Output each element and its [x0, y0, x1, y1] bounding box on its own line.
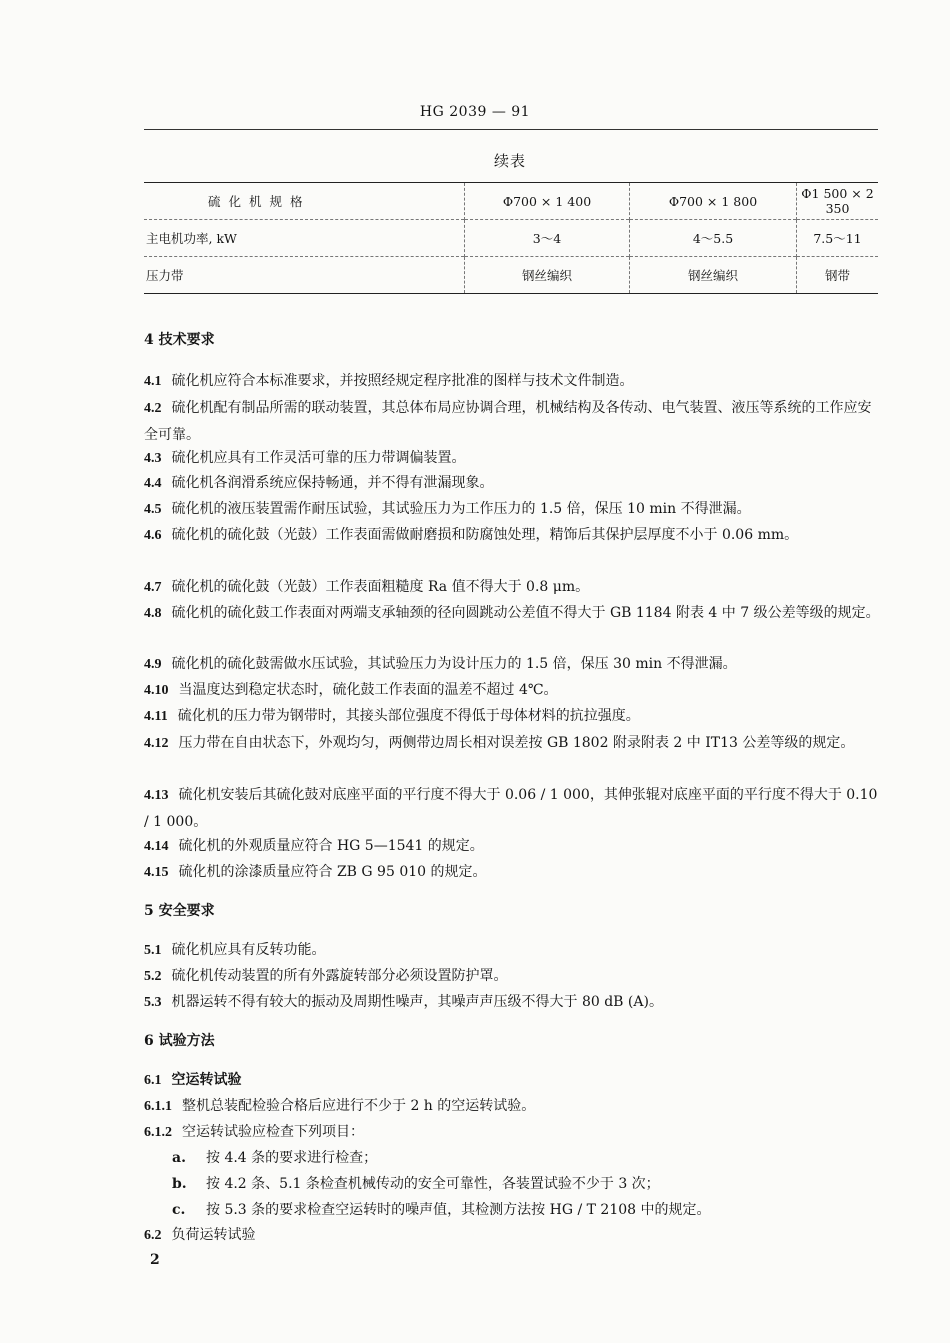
table-cell: 钢丝编织	[630, 257, 797, 294]
clause-6-1-2: 6.1.2 空运转试验应检查下列项目：	[144, 1124, 364, 1140]
table-row	[144, 257, 878, 294]
clause-5-1: 5.1 硫化机应具有反转功能。	[144, 942, 326, 958]
clause-4-3: 4.3 硫化机应具有工作灵活可靠的压力带调偏装置。	[144, 450, 466, 466]
clause-5-3: 5.3 机器运转不得有较大的振动及周期性噪声，其噪声声压级不得大于 80 dB (A)。	[144, 994, 663, 1010]
table-cell: 压力带	[144, 257, 465, 294]
table-cell: 钢丝编织	[465, 257, 630, 294]
clause-4-1: 4.1 硫化机应符合本标准要求，并按照经规定程序批准的图样与技术文件制造。	[144, 373, 634, 389]
table-cell: 4～5.5	[630, 220, 797, 257]
table-cell: Φ1 500 × 2 350	[797, 183, 879, 220]
table-cell: 3～4	[465, 220, 630, 257]
clause-4-14: 4.14 硫化机的外观质量应符合 HG 5—1541 的规定。	[144, 838, 484, 854]
table-row	[144, 183, 878, 220]
clause-4-8: 4.8 硫化机的硫化鼓工作表面对两端支承轴颈的径向圆跳动公差值不得大于 GB 1184 附表 4 中 7 级公差等级的规定。	[144, 605, 880, 621]
section-6-heading: 6 试验方法	[144, 1033, 215, 1049]
page-number: 2	[150, 1252, 160, 1268]
list-item-b: b. 按 4.2 条、5.1 条检查机械传动的安全可靠性，各装置试验不少于 3 次；	[172, 1176, 660, 1192]
section-4-heading: 4 技术要求	[144, 332, 215, 348]
table-row	[144, 220, 878, 257]
spec-table	[144, 182, 878, 294]
list-item-a: a. 按 4.4 条的要求进行检查；	[172, 1150, 378, 1166]
clause-5-2: 5.2 硫化机传动装置的所有外露旋转部分必须设置防护罩。	[144, 968, 508, 984]
clause-6-1: 6.1 空运转试验	[144, 1072, 242, 1088]
clause-4-13: 4.13 硫化机安装后其硫化鼓对底座平面的平行度不得大于 0.06 / 1 000，其伸张辊对底座平面的平行度不得大于 0.10 / 1 000。	[144, 787, 878, 830]
clause-6-1-1: 6.1.1 整机总装配检验合格后应进行不少于 2 h 的空运转试验。	[144, 1098, 536, 1114]
standard-code-header: HG 2039 — 91	[419, 104, 531, 120]
table-cell: 主电机功率, kW	[144, 220, 465, 257]
clause-6-2: 6.2 负荷运转试验	[144, 1227, 256, 1243]
clause-4-6: 4.6 硫化机的硫化鼓（光鼓）工作表面需做耐磨损和防腐蚀处理，精饰后其保护层厚度不小于 0.06 mm。	[144, 527, 799, 543]
clause-4-5: 4.5 硫化机的液压装置需作耐压试验，其试验压力为工作压力的 1.5 倍，保压 10 min 不得泄漏。	[144, 501, 751, 517]
clause-4-10: 4.10 当温度达到稳定状态时，硫化鼓工作表面的温差不超过 4℃。	[144, 682, 558, 698]
table-cell: 硫化机规格	[208, 194, 311, 209]
table-cell: 钢带	[797, 257, 879, 294]
section-5-heading: 5 安全要求	[144, 903, 215, 919]
table-cell: Φ700 × 1 400	[465, 183, 630, 220]
header-rule	[144, 129, 878, 130]
clause-4-11: 4.11 硫化机的压力带为钢带时，其接头部位强度不得低于母体材料的抗拉强度。	[144, 708, 640, 724]
clause-4-4: 4.4 硫化机各润滑系统应保持畅通，并不得有泄漏现象。	[144, 475, 494, 491]
clause-4-12: 4.12 压力带在自由状态下，外观均匀，两侧带边周长相对误差按 GB 1802 附录附表 2 中 IT13 公差等级的规定。	[144, 735, 855, 751]
clause-4-7: 4.7 硫化机的硫化鼓（光鼓）工作表面粗糙度 Ra 值不得大于 0.8 μm。	[144, 579, 590, 595]
table-cell: 7.5～11	[797, 220, 879, 257]
clause-4-9: 4.9 硫化机的硫化鼓需做水压试验，其试验压力为设计压力的 1.5 倍，保压 30 min 不得泄漏。	[144, 656, 737, 672]
list-item-c: c. 按 5.3 条的要求检查空运转时的噪声值，其检测方法按 HG / T 2108 中的规定。	[172, 1202, 711, 1218]
table-continued-title: 续表	[493, 152, 526, 170]
table-cell: Φ700 × 1 800	[630, 183, 797, 220]
clause-4-15: 4.15 硫化机的涂漆质量应符合 ZB G 95 010 的规定。	[144, 864, 487, 880]
clause-4-2: 4.2 硫化机配有制品所需的联动装置，其总体布局应协调合理，机械结构及各传动、电气装置、液压等系统的工作应安全可靠。	[144, 400, 872, 443]
